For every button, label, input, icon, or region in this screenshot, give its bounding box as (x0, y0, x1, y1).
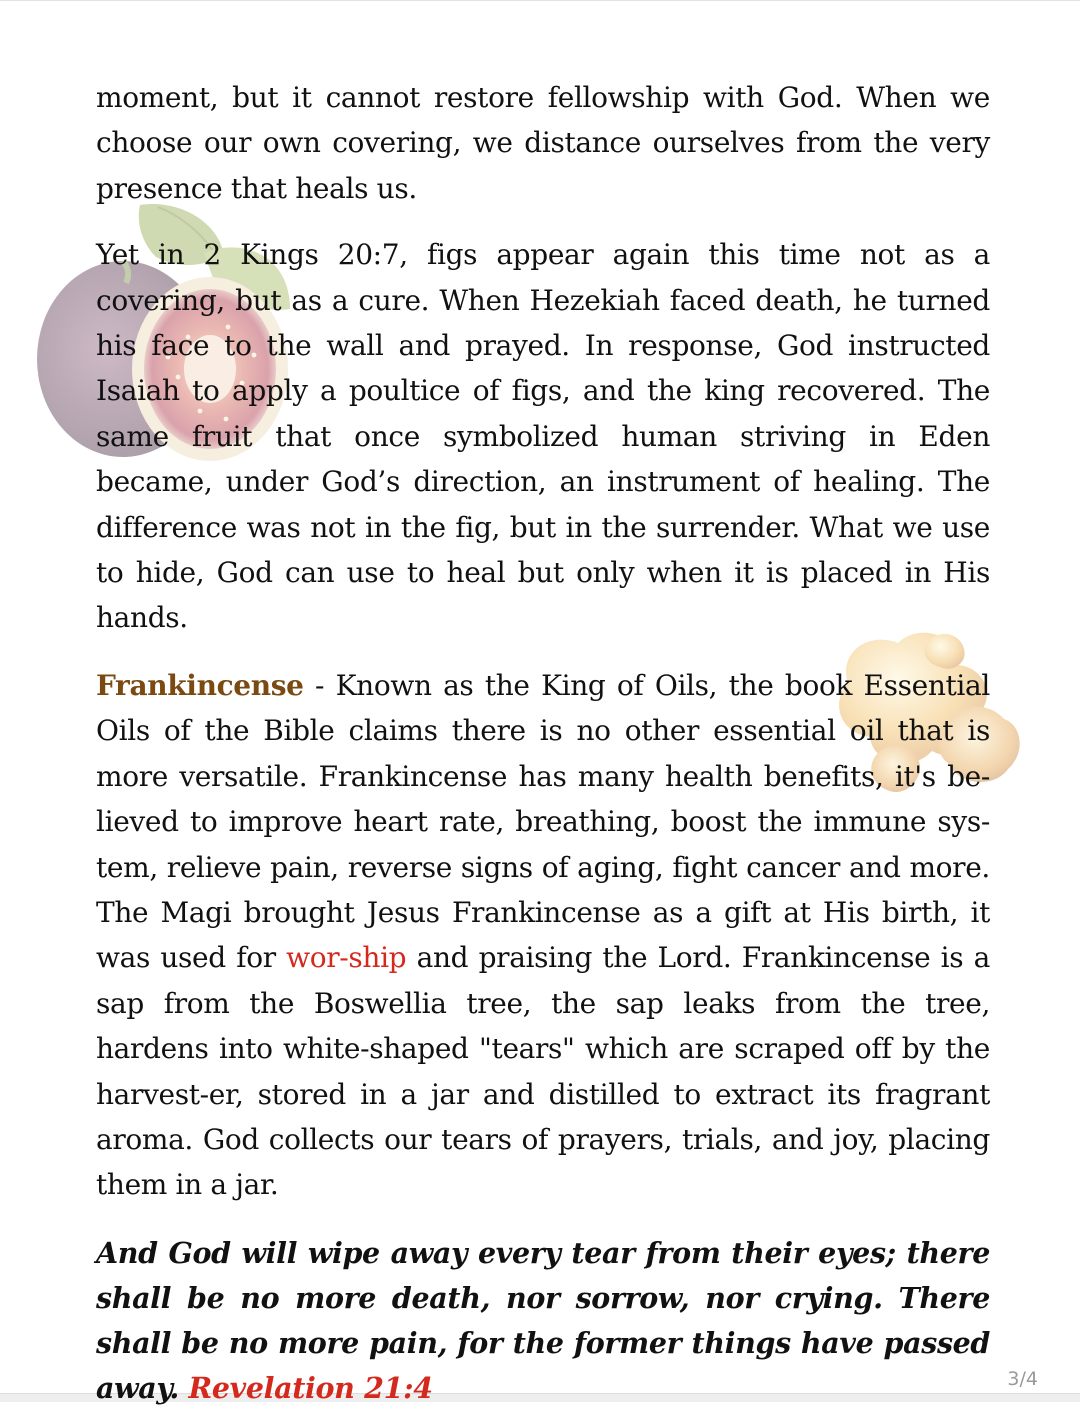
scripture-text: And God will wipe away every tear from their eyes; there shall be no more death, nor sorrow, nor crying. There shall be no more pain, for the former things have passed away. (96, 1235, 990, 1405)
frankincense-text-part1: - Known as the King of Oils, the book Essential Oils of the Bible claims there is no other essential oil that is more versatile. Frankincense has many health benefits, it's be-lieved to improve heart rate, breathing, boost the immune sys-tem, relieve pain, reverse signs of aging, fight cancer and more. The Magi brought Jesus Frankincense as a gift at His birth, it was used for (96, 668, 990, 975)
document-body (96, 75, 990, 1411)
page-indicator: 3/4 (1007, 1368, 1038, 1390)
scripture-quote (96, 1231, 990, 1411)
scripture-reference: Revelation 21:4 (188, 1370, 433, 1405)
worship-highlight: wor-ship (286, 941, 407, 975)
paragraph-figs-cure: Yet in 2 Kings 20:7, figs appear again this time not as a covering, but as a cure. When Hezekiah faced death, he turned his face to the wall and prayed. In response, God instructed Isaiah to apply a poultice of figs, and the king recovered. The same fruit that once symbolized human striving in Eden became, under God’s direction, an instrument of healing. The difference was not in the fig, but in the surrender. What we use to hide, God can use to heal but only when it is placed in His hands. (96, 238, 990, 635)
frankincense-term: Frankincense (96, 668, 304, 702)
frankincense-text-part2: and praising the Lord. Frankincense is a sap from the Boswellia tree, the sap leaks from the tree, hardens into white-shaped "tears" which are scraped off by the harvest-er, stored in a jar and distilled to extract its fragrant aroma. God collects our tears of prayers, trials, and joy, placing them in a jar. (96, 941, 991, 1202)
paragraph-frankincense (96, 663, 990, 1208)
paragraph-fellowship: moment, but it cannot restore fellowship with God. When we choose our own covering, we distance ourselves from the very presence that heals us. (96, 81, 990, 205)
